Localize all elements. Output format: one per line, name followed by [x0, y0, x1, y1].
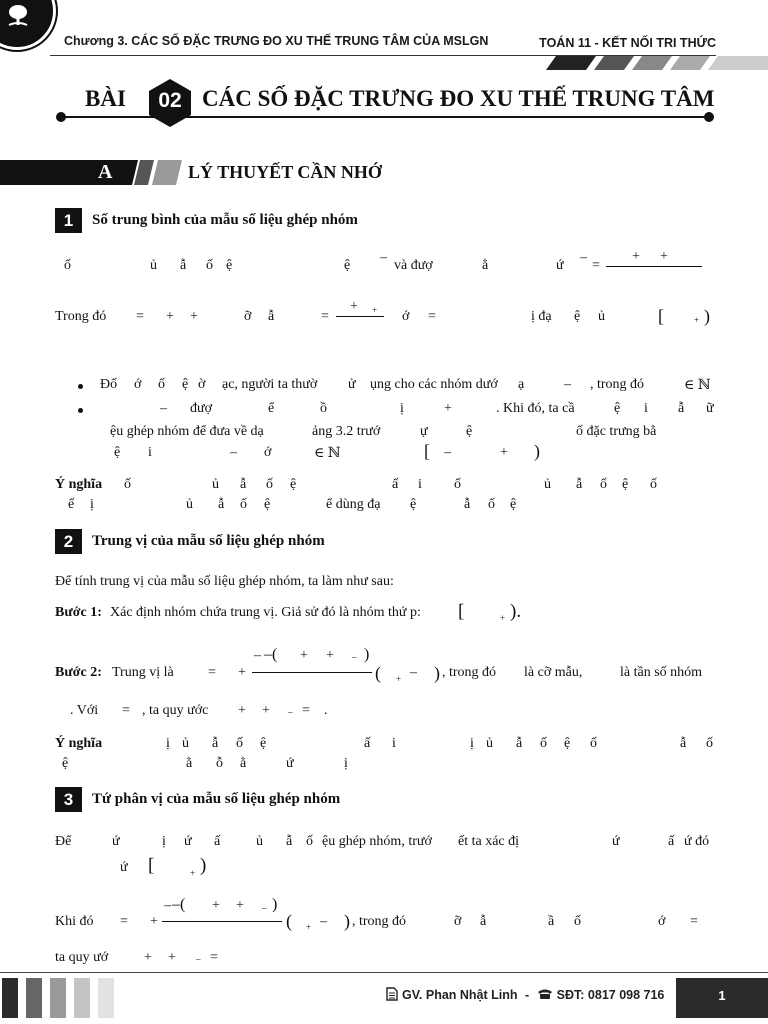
section-3-title: Tứ phân vị của mẫu số liệu ghép nhóm — [92, 791, 341, 807]
section-2-title: Trung vị của mẫu số liệu ghép nhóm — [92, 533, 325, 549]
underline-dot — [56, 112, 66, 122]
fraction-bar — [162, 921, 282, 922]
fraction-bar — [252, 672, 372, 673]
section-1-title: Số trung bình của mẫu số liệu ghép nhóm — [92, 212, 358, 228]
header-stripes — [538, 56, 768, 70]
section-a-stripes — [128, 160, 188, 185]
lesson-heading — [60, 78, 715, 126]
footer-phone: SĐT: 0817 098 716 — [556, 988, 665, 1002]
section-a-banner — [0, 160, 200, 185]
document-icon — [386, 987, 398, 1001]
footer-stripes — [0, 978, 120, 1018]
section-1-number: 1 — [55, 208, 82, 233]
section-a-letter: A — [98, 161, 113, 183]
lesson-title: CÁC SỐ ĐẶC TRƯNG ĐO XU THẾ TRUNG TÂM — [202, 86, 715, 111]
fraction-bar — [606, 266, 702, 267]
phone-icon — [537, 988, 553, 1000]
page-number: 1 — [676, 978, 768, 1018]
footer-credit — [386, 987, 664, 1002]
section-a-title: LÝ THUYẾT CẦN NHỚ — [188, 162, 382, 182]
book-title: TOÁN 11 - KẾT NỐI TRI THỨC — [539, 36, 716, 50]
bullet — [78, 408, 83, 413]
footer-author: GV. Phan Nhật Linh — [402, 988, 518, 1002]
header-logo — [0, 0, 56, 50]
lesson-word: BÀI — [85, 86, 126, 111]
section-2-number: 2 — [55, 529, 82, 554]
section-3-number: 3 — [55, 787, 82, 812]
footer-divider — [0, 972, 768, 973]
tree-icon — [3, 3, 33, 29]
fraction-bar — [336, 316, 384, 317]
footer-separator: - — [525, 988, 530, 1002]
underline-dot — [704, 112, 714, 122]
bullet — [78, 384, 83, 389]
chapter-title: Chương 3. CÁC SỐ ĐẶC TRƯNG ĐO XU THẾ TRUNG TÂM CỦA MSLGN — [64, 34, 489, 48]
s2-intro: Để tính trung vị của mẫu số liệu ghép nhóm, ta làm như sau: — [55, 574, 394, 589]
lesson-number: 02 — [158, 89, 182, 112]
